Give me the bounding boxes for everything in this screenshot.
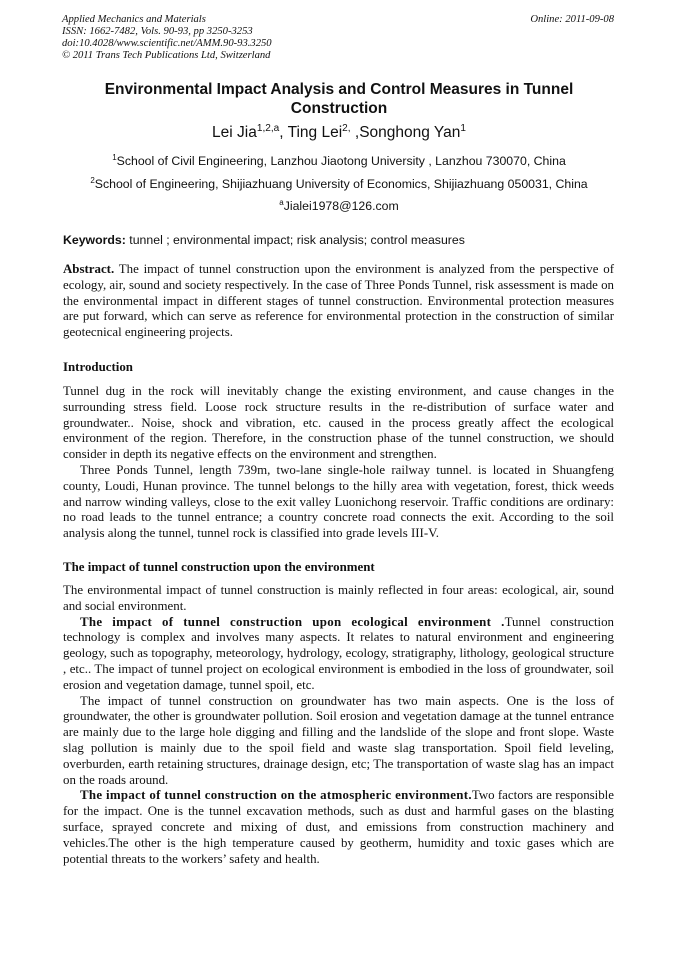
online-date: Online: 2011-09-08 bbox=[530, 14, 614, 25]
run-in-heading: The impact of tunnel construction on the atmospheric environment. bbox=[80, 788, 472, 803]
separator: , bbox=[350, 124, 360, 141]
authors bbox=[60, 124, 618, 142]
affil-text: Jialei1978@126.com bbox=[283, 199, 399, 213]
journal-header bbox=[62, 14, 272, 62]
author-name: Lei Jia bbox=[212, 124, 257, 141]
section-heading: The impact of tunnel construction upon the environment bbox=[63, 560, 375, 574]
author-sup: 1 bbox=[460, 122, 466, 134]
author-name: Songhong Yan bbox=[359, 124, 461, 141]
affil-sup: a bbox=[279, 197, 284, 207]
abstract-label: Abstract. bbox=[63, 262, 115, 276]
title-line: Environmental Impact Analysis and Control Measures in Tunnel bbox=[104, 81, 574, 98]
author-sup: 2, bbox=[342, 122, 351, 134]
separator: , bbox=[279, 124, 288, 141]
paragraph-text: Two factors are responsible for the impact. One is the tunnel excavation methods, such as dust and harmful gases on the blasting surface, sprayed concrete and mixing of dust, and emissions from construction machinery and vehicles.The other is the high temperature caused by geotherm, humidity and toxic gases which are potential threats to the workers’ safety and health. bbox=[63, 788, 614, 866]
paragraph: The impact of tunnel construction on groundwater has two main aspects. One is the loss of groundwater, the other is groundwater pollution. Soil erosion and vegetation damage at the tunnel entrance are mainly due to the large hole digging and filling and the landslide of the slope and front slope. Waste slag pollution is mainly due to the spoil field and waste slag transportation. Spoil field leveling, overburden, earth retaining structures, drainage design, etc; The transportation of waste slag has an impact on the roads around. bbox=[63, 693, 614, 787]
affil-text: School of Engineering, Shijiazhuang University of Economics, Shijiazhuang 050031, China bbox=[94, 177, 588, 191]
run-in-heading: The impact of tunnel construction upon ecological environment . bbox=[80, 614, 505, 629]
keywords-text: tunnel ; environmental impact; risk analysis; control measures bbox=[125, 233, 465, 247]
paragraph: Tunnel dug in the rock will inevitably change the existing environment, and cause changes in the surrounding stress field. Loose rock structure results in the re-distribution of surface water and groundwater.. Noise, shock and vibration, etc. caused in the process greatly affect the ecological environment of the region. Therefore, in the construction phase of the tunnel construction, we should consider in depth its negative effects on the environment and strengthen. bbox=[63, 384, 614, 462]
affil-sup: 1 bbox=[112, 152, 117, 162]
email bbox=[60, 199, 618, 213]
issn: ISSN: 1662-7482, Vols. 90-93, pp 3250-3253 bbox=[62, 26, 253, 37]
intro-section bbox=[63, 384, 614, 542]
journal-name: Applied Mechanics and Materials bbox=[62, 14, 206, 25]
section-2 bbox=[63, 583, 614, 867]
paragraph: Three Ponds Tunnel, length 739m, two-lane single-hole railway tunnel. is located in Shuangfeng county, Loudi, Hunan province. The tunnel belongs to the hilly area with vegetation, forest, thick weeds and narrow winding valleys, close to the exit valley Luonichong reservoir. Traffic conditions are ordinary: no road leads to the tunnel entrance; a country concrete road connects the exit. According to the soil analysis along the tunnel, tunnel rock is classified into grade levels III-V. bbox=[63, 462, 614, 541]
paragraph bbox=[63, 615, 614, 694]
author-sup: 1,2,a bbox=[256, 122, 280, 134]
section-heading: Introduction bbox=[63, 360, 133, 374]
keywords-label: Keywords: bbox=[63, 233, 126, 247]
abstract-text: The impact of tunnel construction upon the environment is analyzed from the perspective of ecology, air, sound and society respectively. In the case of Three Ponds Tunnel, risk assessment is made on the environmental impact in different stages of tunnel construction. Environmental protection measures are put forward, which can serve as reference for environmental protection in the construction of similar geotecnical engineering projects. bbox=[63, 262, 614, 340]
abstract bbox=[63, 262, 614, 341]
affil-text: School of Civil Engineering, Lanzhou Jiaotong University , Lanzhou 730070, China bbox=[116, 154, 566, 168]
title-line: Construction bbox=[290, 100, 388, 117]
author-name: Ting Lei bbox=[287, 124, 343, 141]
paper-title bbox=[60, 80, 618, 118]
paragraph bbox=[63, 788, 614, 867]
affiliation bbox=[60, 177, 618, 191]
paragraph-text: Tunnel construction technology is complex and involves many aspects. It relates to natural environment and engineering geology, such as topography, meteorology, hydrology, ecology, stratigraphy, lithology, geological structure , etc.. The impact of tunnel project on ecological environment is embodied in the loss of groundwater, soil erosion and vegetation damage, tunnel spoil, etc. bbox=[63, 614, 615, 692]
affiliation bbox=[60, 154, 618, 168]
keywords bbox=[63, 233, 465, 247]
copyright: © 2011 Trans Tech Publications Ltd, Switzerland bbox=[62, 50, 271, 61]
paragraph: The environmental impact of tunnel construction is mainly reflected in four areas: ecological, air, sound and social environment. bbox=[63, 583, 614, 613]
affil-sup: 2 bbox=[90, 175, 95, 185]
doi: doi:10.4028/www.scientific.net/AMM.90-93.3250 bbox=[62, 38, 272, 49]
